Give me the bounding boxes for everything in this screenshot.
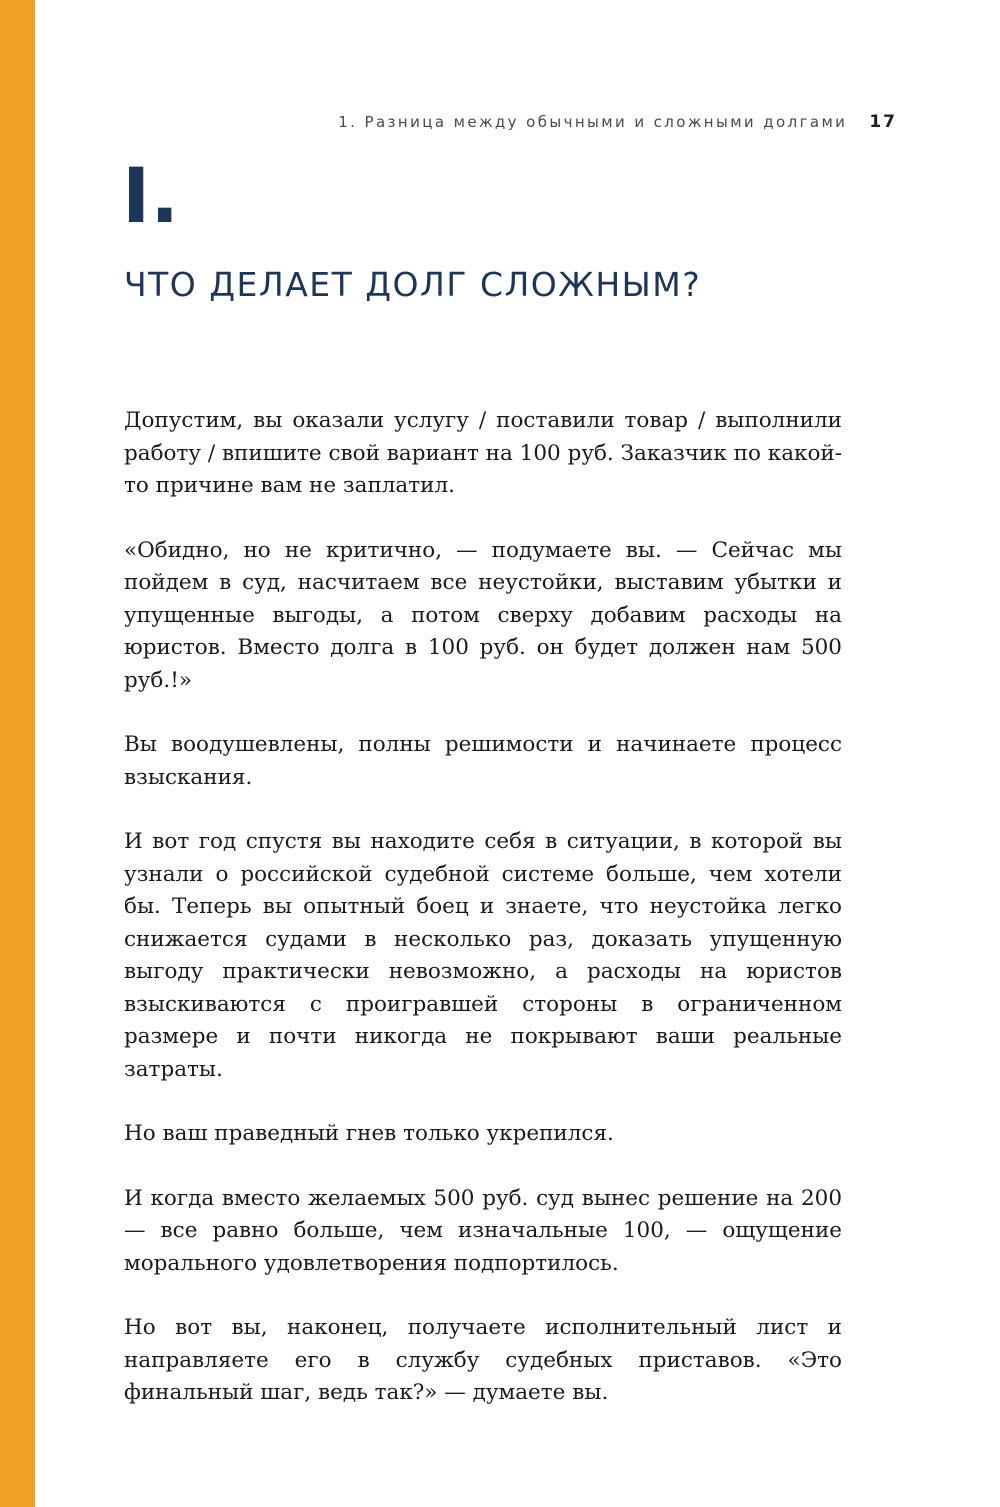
chapter-number: I. [122, 151, 180, 240]
body-text [124, 405, 842, 1442]
accent-side-stripe [0, 0, 35, 1507]
paragraph: Но вот вы, наконец, получаете исполнительный лист и направляете его в службу судебных приставов. «Это финальный шаг, ведь так?» — думаете вы. [124, 1315, 842, 1405]
paragraph: Но ваш праведный гнев только укрепился. [124, 1121, 614, 1146]
paragraph: И когда вместо желаемых 500 руб. суд вынес решение на 200 — все равно больше, чем изначальные 100, — ощущение морального удовлетворения подпортилось. [124, 1185, 842, 1276]
paragraph: И вот год спустя вы находите себя в ситуации, в которой вы узнали о российской судебной системе больше, чем хотели бы. Теперь вы опытный боец и знаете, что неустойка легко снижается судами в несколько раз, доказать упущенную выгоду практически невозможно, а расходы на юристов взыскиваются с проигравшей стороны в ограниченном размере и почти никогда не покрывают ваши реальные затраты. [124, 829, 842, 1082]
running-header-title: 1. Разница между обычными и сложными долгами [338, 113, 848, 131]
paragraph: Допустим, вы оказали услугу / поставили товар / выполнили работу / впишите свой вариант на 100 руб. Заказчик по какой-то причине вам не заплатил. [124, 408, 842, 498]
chapter-title: ЧТО ДЕЛАЕТ ДОЛГ СЛОЖНЫМ? [124, 265, 702, 304]
paragraph: Вы воодушевлены, полны решимости и начинаете процесс взыскания. [124, 732, 842, 790]
page-number: 17 [869, 112, 897, 132]
paragraph: «Обидно, но не критично, — подумаете вы. — Сейчас мы пойдем в суд, насчитаем все неустойки, выставим убытки и упущенные выгоды, а потом сверху добавим расходы на юристов. Вместо долга в 100 руб. он будет должен нам 500 руб.!» [124, 537, 842, 693]
running-header [338, 112, 897, 132]
